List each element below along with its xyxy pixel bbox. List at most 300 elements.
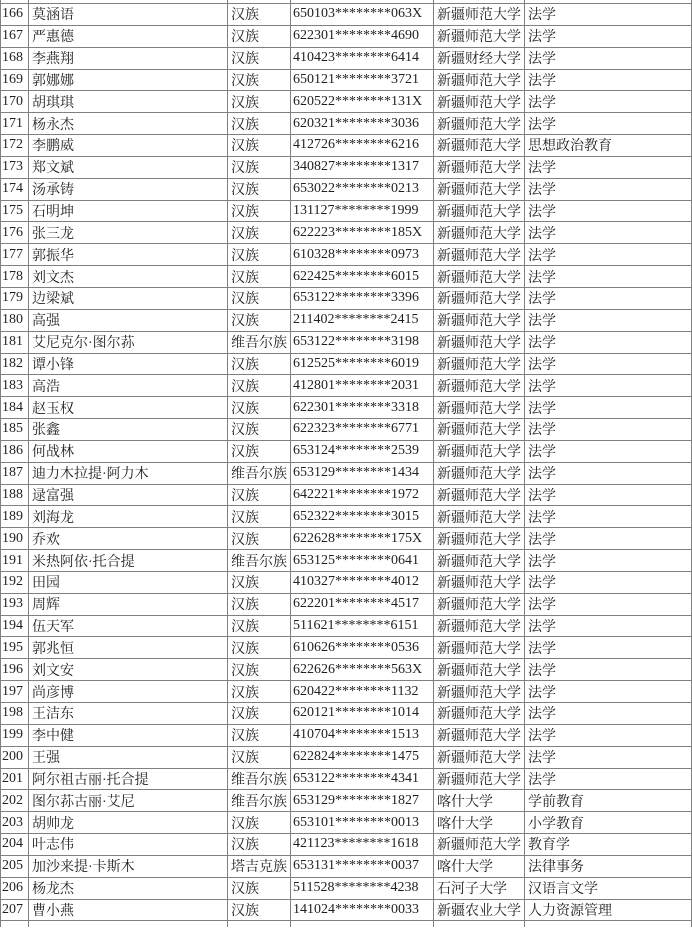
- id-number: 622425********6015: [291, 266, 434, 287]
- university: 新疆师范大学: [434, 179, 525, 200]
- major: 法学: [525, 375, 692, 396]
- ethnicity: 汉族: [228, 201, 291, 222]
- major: 法学: [525, 354, 692, 375]
- ethnicity: 汉族: [228, 266, 291, 287]
- student-name: 迪力木拉提·阿力木: [29, 463, 228, 484]
- partial-cell: [29, 921, 228, 927]
- table-row: [0, 26, 692, 48]
- id-number: 653124********2539: [291, 441, 434, 462]
- major: 法学: [525, 659, 692, 680]
- row-number: 186: [0, 441, 29, 462]
- id-number: 612525********6019: [291, 354, 434, 375]
- table-row: [0, 266, 692, 288]
- table-row: [0, 463, 692, 485]
- university: 新疆师范大学: [434, 244, 525, 265]
- university: 新疆农业大学: [434, 900, 525, 921]
- table-row: [0, 70, 692, 92]
- student-name: 石明坤: [29, 201, 228, 222]
- id-number: 650121********3721: [291, 70, 434, 91]
- major: 人力资源管理: [525, 900, 692, 921]
- major: 法学: [525, 288, 692, 309]
- partial-cell: [291, 921, 434, 927]
- id-number: 131127********1999: [291, 201, 434, 222]
- id-number: 410423********6414: [291, 48, 434, 69]
- major: 法学: [525, 70, 692, 91]
- major: 汉语言文学: [525, 878, 692, 899]
- ethnicity: 汉族: [228, 703, 291, 724]
- id-number: 610626********0536: [291, 637, 434, 658]
- ethnicity: 汉族: [228, 135, 291, 156]
- table-row: [0, 354, 692, 376]
- ethnicity: 汉族: [228, 725, 291, 746]
- id-number: 622628********175X: [291, 528, 434, 549]
- ethnicity: 汉族: [228, 91, 291, 112]
- id-number: 653131********0037: [291, 856, 434, 877]
- row-number: 206: [0, 878, 29, 899]
- partial-cell: [0, 0, 29, 3]
- table-row: [0, 201, 692, 223]
- ethnicity: 汉族: [228, 572, 291, 593]
- student-name: 叶志伟: [29, 834, 228, 855]
- student-name: 郭振华: [29, 244, 228, 265]
- ethnicity: 汉族: [228, 506, 291, 527]
- row-number: 167: [0, 26, 29, 47]
- table-row: [0, 419, 692, 441]
- row-number: 177: [0, 244, 29, 265]
- university: 新疆师范大学: [434, 354, 525, 375]
- table-row: [0, 659, 692, 681]
- major: 法学: [525, 725, 692, 746]
- partial-row-bottom: [0, 921, 692, 927]
- row-number: 176: [0, 222, 29, 243]
- student-name: 乔欢: [29, 528, 228, 549]
- major: 法学: [525, 637, 692, 658]
- university: 新疆师范大学: [434, 70, 525, 91]
- university: 新疆师范大学: [434, 332, 525, 353]
- partial-cell: [434, 0, 525, 3]
- id-number: 410704********1513: [291, 725, 434, 746]
- student-name: 刘文杰: [29, 266, 228, 287]
- id-number: 653022********0213: [291, 179, 434, 200]
- row-number: 205: [0, 856, 29, 877]
- table-row: [0, 572, 692, 594]
- row-number: 183: [0, 375, 29, 396]
- ethnicity: 汉族: [228, 878, 291, 899]
- table-row: [0, 703, 692, 725]
- row-number: 189: [0, 506, 29, 527]
- id-number: 622223********185X: [291, 222, 434, 243]
- student-name: 谭小锋: [29, 354, 228, 375]
- major: 法学: [525, 747, 692, 768]
- university: 新疆师范大学: [434, 681, 525, 702]
- id-number: 653129********1434: [291, 463, 434, 484]
- id-number: 141024********0033: [291, 900, 434, 921]
- id-number: 622301********3318: [291, 397, 434, 418]
- table-row: [0, 135, 692, 157]
- major: 法学: [525, 419, 692, 440]
- row-number: 170: [0, 91, 29, 112]
- major: 法学: [525, 616, 692, 637]
- row-number: 204: [0, 834, 29, 855]
- row-number: 173: [0, 157, 29, 178]
- table-row: [0, 441, 692, 463]
- ethnicity: 汉族: [228, 812, 291, 833]
- university: 新疆师范大学: [434, 659, 525, 680]
- row-number: 187: [0, 463, 29, 484]
- ethnicity: 汉族: [228, 397, 291, 418]
- id-number: 622323********6771: [291, 419, 434, 440]
- ethnicity: 汉族: [228, 244, 291, 265]
- table-row: [0, 790, 692, 812]
- major: 法学: [525, 485, 692, 506]
- university: 新疆师范大学: [434, 397, 525, 418]
- ethnicity: 汉族: [228, 179, 291, 200]
- id-number: 211402********2415: [291, 310, 434, 331]
- row-number: 196: [0, 659, 29, 680]
- student-name: 汤承铸: [29, 179, 228, 200]
- university: 石河子大学: [434, 878, 525, 899]
- ethnicity: 汉族: [228, 485, 291, 506]
- student-name: 伍天军: [29, 616, 228, 637]
- major: 法学: [525, 332, 692, 353]
- table-row: [0, 310, 692, 332]
- university: 新疆师范大学: [434, 550, 525, 571]
- table-row: [0, 244, 692, 266]
- student-name: 高强: [29, 310, 228, 331]
- row-number: 184: [0, 397, 29, 418]
- major: 法学: [525, 506, 692, 527]
- university: 新疆师范大学: [434, 26, 525, 47]
- table-row: [0, 769, 692, 791]
- university: 新疆师范大学: [434, 594, 525, 615]
- row-number: 193: [0, 594, 29, 615]
- major: 教育学: [525, 834, 692, 855]
- university: 新疆师范大学: [434, 506, 525, 527]
- student-name: 胡琪琪: [29, 91, 228, 112]
- row-number: 181: [0, 332, 29, 353]
- major: 法学: [525, 113, 692, 134]
- table-row: [0, 485, 692, 507]
- major: 法学: [525, 441, 692, 462]
- row-number: 199: [0, 725, 29, 746]
- row-number: 182: [0, 354, 29, 375]
- student-name: 加沙来提·卡斯木: [29, 856, 228, 877]
- table-row: [0, 616, 692, 638]
- student-name: 李中健: [29, 725, 228, 746]
- id-number: 620321********3036: [291, 113, 434, 134]
- id-number: 421123********1618: [291, 834, 434, 855]
- student-name: 边梁斌: [29, 288, 228, 309]
- id-number: 620422********1132: [291, 681, 434, 702]
- major: 法学: [525, 179, 692, 200]
- ethnicity: 汉族: [228, 659, 291, 680]
- id-number: 620121********1014: [291, 703, 434, 724]
- student-name: 张鑫: [29, 419, 228, 440]
- major: 法学: [525, 201, 692, 222]
- university: 新疆师范大学: [434, 528, 525, 549]
- major: 思想政治教育: [525, 135, 692, 156]
- student-name: 李鹏威: [29, 135, 228, 156]
- major: 法学: [525, 572, 692, 593]
- id-number: 650103********063X: [291, 4, 434, 25]
- table-row: [0, 288, 692, 310]
- major: 法学: [525, 463, 692, 484]
- ethnicity: 汉族: [228, 528, 291, 549]
- table-row: [0, 157, 692, 179]
- table-row: [0, 747, 692, 769]
- row-number: 178: [0, 266, 29, 287]
- ethnicity: 维吾尔族: [228, 790, 291, 811]
- student-name: 阿尔祖古丽·托合提: [29, 769, 228, 790]
- university: 新疆师范大学: [434, 747, 525, 768]
- student-name: 刘文安: [29, 659, 228, 680]
- university: 新疆师范大学: [434, 769, 525, 790]
- major: 法学: [525, 310, 692, 331]
- student-name: 莫涵语: [29, 4, 228, 25]
- major: 法学: [525, 4, 692, 25]
- student-name: 杨龙杰: [29, 878, 228, 899]
- row-number: 172: [0, 135, 29, 156]
- id-number: 622824********1475: [291, 747, 434, 768]
- student-name: 图尔荪古丽·艾尼: [29, 790, 228, 811]
- ethnicity: 汉族: [228, 747, 291, 768]
- major: 学前教育: [525, 790, 692, 811]
- row-number: 192: [0, 572, 29, 593]
- ethnicity: 汉族: [228, 26, 291, 47]
- student-name: 郭娜娜: [29, 70, 228, 91]
- major: 法学: [525, 157, 692, 178]
- major: 小学教育: [525, 812, 692, 833]
- student-name: 张三龙: [29, 222, 228, 243]
- ethnicity: 汉族: [228, 681, 291, 702]
- student-name: 尚彦博: [29, 681, 228, 702]
- major: 法律事务: [525, 856, 692, 877]
- student-name: 艾尼克尔·图尔荪: [29, 332, 228, 353]
- id-number: 653122********3198: [291, 332, 434, 353]
- row-number: 191: [0, 550, 29, 571]
- row-number: 171: [0, 113, 29, 134]
- major: 法学: [525, 397, 692, 418]
- university: 新疆师范大学: [434, 4, 525, 25]
- ethnicity: 汉族: [228, 637, 291, 658]
- ethnicity: 汉族: [228, 222, 291, 243]
- table-row: [0, 834, 692, 856]
- ethnicity: 汉族: [228, 419, 291, 440]
- major: 法学: [525, 769, 692, 790]
- university: 新疆师范大学: [434, 157, 525, 178]
- student-name: 胡帅龙: [29, 812, 228, 833]
- major: 法学: [525, 681, 692, 702]
- student-name: 米热阿依·托合提: [29, 550, 228, 571]
- ethnicity: 汉族: [228, 616, 291, 637]
- ethnicity: 汉族: [228, 48, 291, 69]
- table-row: [0, 550, 692, 572]
- major: 法学: [525, 48, 692, 69]
- row-number: 195: [0, 637, 29, 658]
- ethnicity: 汉族: [228, 157, 291, 178]
- row-number: 200: [0, 747, 29, 768]
- ethnicity: 汉族: [228, 70, 291, 91]
- row-number: 201: [0, 769, 29, 790]
- id-number: 412801********2031: [291, 375, 434, 396]
- university: 喀什大学: [434, 812, 525, 833]
- ethnicity: 汉族: [228, 310, 291, 331]
- partial-cell: [228, 0, 291, 3]
- row-number: 207: [0, 900, 29, 921]
- table-row: [0, 878, 692, 900]
- row-number: 188: [0, 485, 29, 506]
- row-number: 168: [0, 48, 29, 69]
- ethnicity: 塔吉克族: [228, 856, 291, 877]
- row-number: 198: [0, 703, 29, 724]
- table-row: [0, 681, 692, 703]
- id-number: 410327********4012: [291, 572, 434, 593]
- university: 新疆师范大学: [434, 135, 525, 156]
- major: 法学: [525, 703, 692, 724]
- student-name: 何战林: [29, 441, 228, 462]
- university: 新疆师范大学: [434, 266, 525, 287]
- ethnicity: 维吾尔族: [228, 769, 291, 790]
- id-number: 653129********1827: [291, 790, 434, 811]
- university: 喀什大学: [434, 790, 525, 811]
- id-number: 511621********6151: [291, 616, 434, 637]
- table-row: [0, 179, 692, 201]
- table-row: [0, 375, 692, 397]
- table-row: [0, 91, 692, 113]
- student-name: 郭兆恒: [29, 637, 228, 658]
- university: 新疆师范大学: [434, 725, 525, 746]
- table-row: [0, 113, 692, 135]
- major: 法学: [525, 528, 692, 549]
- student-name: 李燕翔: [29, 48, 228, 69]
- row-number: 194: [0, 616, 29, 637]
- ethnicity: 汉族: [228, 594, 291, 615]
- ethnicity: 维吾尔族: [228, 550, 291, 571]
- student-name: 逯富强: [29, 485, 228, 506]
- student-name: 王洁东: [29, 703, 228, 724]
- ethnicity: 维吾尔族: [228, 463, 291, 484]
- id-number: 622626********563X: [291, 659, 434, 680]
- row-number: 174: [0, 179, 29, 200]
- partial-cell: [29, 0, 228, 3]
- id-number: 622201********4517: [291, 594, 434, 615]
- major: 法学: [525, 594, 692, 615]
- major: 法学: [525, 244, 692, 265]
- ethnicity: 汉族: [228, 4, 291, 25]
- university: 新疆师范大学: [434, 375, 525, 396]
- partial-cell: [525, 921, 692, 927]
- university: 新疆师范大学: [434, 637, 525, 658]
- university: 新疆师范大学: [434, 572, 525, 593]
- table-row: [0, 900, 692, 922]
- table-row: [0, 528, 692, 550]
- table-row: [0, 222, 692, 244]
- ethnicity: 汉族: [228, 834, 291, 855]
- id-number: 620522********131X: [291, 91, 434, 112]
- partial-cell: [525, 0, 692, 3]
- student-name: 田园: [29, 572, 228, 593]
- table-row: [0, 856, 692, 878]
- ethnicity: 汉族: [228, 441, 291, 462]
- major: 法学: [525, 550, 692, 571]
- university: 新疆师范大学: [434, 419, 525, 440]
- row-number: 190: [0, 528, 29, 549]
- table-row: [0, 812, 692, 834]
- university: 新疆师范大学: [434, 310, 525, 331]
- student-name: 高浩: [29, 375, 228, 396]
- ethnicity: 汉族: [228, 900, 291, 921]
- university: 新疆师范大学: [434, 288, 525, 309]
- ethnicity: 汉族: [228, 113, 291, 134]
- university: 新疆师范大学: [434, 222, 525, 243]
- id-number: 653125********0641: [291, 550, 434, 571]
- ethnicity: 汉族: [228, 288, 291, 309]
- id-number: 622301********4690: [291, 26, 434, 47]
- university: 新疆师范大学: [434, 834, 525, 855]
- row-number: 202: [0, 790, 29, 811]
- university: 新疆师范大学: [434, 113, 525, 134]
- major: 法学: [525, 26, 692, 47]
- student-name: 杨永杰: [29, 113, 228, 134]
- id-number: 340827********1317: [291, 157, 434, 178]
- id-number: 653122********3396: [291, 288, 434, 309]
- table-row: [0, 637, 692, 659]
- table-row: [0, 48, 692, 70]
- table-row: [0, 397, 692, 419]
- table-row: [0, 506, 692, 528]
- student-name: 郑文斌: [29, 157, 228, 178]
- university: 新疆师范大学: [434, 441, 525, 462]
- id-number: 642221********1972: [291, 485, 434, 506]
- ethnicity: 汉族: [228, 375, 291, 396]
- student-name: 王强: [29, 747, 228, 768]
- ethnicity: 维吾尔族: [228, 332, 291, 353]
- table-row: [0, 332, 692, 354]
- table-body: [0, 4, 692, 921]
- university: 新疆师范大学: [434, 201, 525, 222]
- partial-cell: [434, 921, 525, 927]
- student-name: 周辉: [29, 594, 228, 615]
- id-number: 653122********4341: [291, 769, 434, 790]
- id-number: 412726********6216: [291, 135, 434, 156]
- university: 新疆财经大学: [434, 48, 525, 69]
- partial-cell: [228, 921, 291, 927]
- university: 新疆师范大学: [434, 485, 525, 506]
- row-number: 179: [0, 288, 29, 309]
- row-number: 175: [0, 201, 29, 222]
- student-name: 赵玉权: [29, 397, 228, 418]
- university: 新疆师范大学: [434, 91, 525, 112]
- id-number: 653101********0013: [291, 812, 434, 833]
- table-row: [0, 594, 692, 616]
- university: 新疆师范大学: [434, 463, 525, 484]
- row-number: 169: [0, 70, 29, 91]
- major: 法学: [525, 91, 692, 112]
- university: 新疆师范大学: [434, 703, 525, 724]
- row-number: 180: [0, 310, 29, 331]
- student-name: 刘海龙: [29, 506, 228, 527]
- row-number: 203: [0, 812, 29, 833]
- row-number: 185: [0, 419, 29, 440]
- university: 喀什大学: [434, 856, 525, 877]
- major: 法学: [525, 266, 692, 287]
- student-name: 曹小燕: [29, 900, 228, 921]
- row-number: 197: [0, 681, 29, 702]
- id-number: 652322********3015: [291, 506, 434, 527]
- student-name: 严惠德: [29, 26, 228, 47]
- ethnicity: 汉族: [228, 354, 291, 375]
- table-row: [0, 4, 692, 26]
